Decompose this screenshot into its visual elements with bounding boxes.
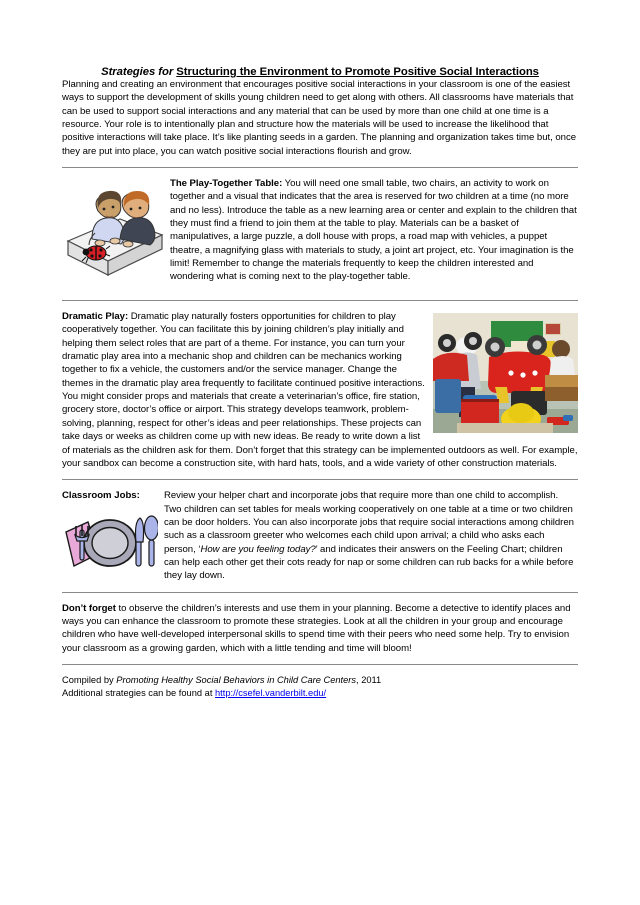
play-together-text [166, 177, 578, 284]
page-title-lead: Strategies for [101, 66, 177, 78]
section-divider-3 [62, 479, 578, 480]
play-together-body: You will need one small table, two chairs, an activity to work on together and a visual that indicates that the area is reserved for two children at a time (no more and no less). Introduce the table as a new learning area or center and explain to the children that they must find a friend to join them at the table to play. Materials can be a basket of manipulatives, a large puzzle, a doll house with props, a road map with vehicles, a puppet theatre, a magnifying glass with materials to study, a joint art project, etc. Your imagination is the limit! Remember to change the materials frequently to keep the children interested and wondering what is coming next to the play-together table. [170, 178, 577, 283]
closing-paragraph [62, 602, 578, 655]
footer-additional-prefix: Additional strategies can be found at [62, 688, 215, 699]
classroom-jobs-heading: Classroom Jobs: [62, 490, 140, 502]
page-title-main: Structuring the Environment to Promote Positive Social Interactions [176, 66, 539, 78]
section-dramatic-play [62, 310, 578, 470]
section-classroom-jobs [62, 489, 578, 582]
classroom-jobs-paragraph [164, 489, 578, 582]
footer-compiled-prefix: Compiled by [62, 674, 117, 685]
dramatic-play-figure [433, 313, 578, 433]
footer-compiled-suffix: , 2011 [356, 674, 382, 685]
section-divider-1 [62, 167, 578, 168]
closing-lead: Don’t forget [62, 602, 116, 614]
spoon-icon [145, 516, 159, 566]
document-page [0, 66, 640, 905]
knife-icon [136, 518, 144, 566]
csefel-website-link[interactable]: http://csefel.vanderbilt.edu/ [215, 688, 327, 699]
table-place-setting-illustration [62, 506, 158, 580]
section-play-together-table [62, 177, 578, 291]
dramatic-play-heading: Dramatic Play: [62, 311, 129, 323]
classroom-jobs-body-part1: Review your helper chart and incorporate jobs that require more than one child to accomplish. Two children can set tables for meals working cooperatively on one table at a time or two children can be door holders. You can also incorporate jobs that require social interactions among children such as a classroom greeter who welcomes each child upon arrival; a child who asks each person, ‘ [164, 490, 574, 555]
dramatic-play-body: Dramatic play naturally fosters opportunities for children to play cooperatively together. You can facilitate this by joining children’s play initially and helping them select roles that are part of a theme. For instance, you can turn your dramatic play area into a mechanic shop and children can be mechanics working together to fix a vehicle, the customers and/or the service manager. Change the themes in the dramatic play area frequently to facilitate continued positive interactions. You might consider props and materials that create a veterinarian’s office, fire station, grocery store, doctor’s office or airport. This strategy develops teamwork, problem-solving, planning, respect for other’s ideas and peer relationships. These projects can take days or weeks as children come up with new ideas. Be ready to write down a list of materials as the children ask for them. Don’t forget that this strategy can be implemented outdoors as well. For example, your sandbox can become a construction site, with hard hats, tools, and a wide variety of other construction materials. [62, 311, 578, 469]
play-together-paragraph [170, 177, 578, 284]
footer-source-title: Promoting Healthy Social Behaviors in Child Care Centers [116, 674, 357, 685]
page-title [62, 66, 578, 78]
play-together-figure [62, 177, 166, 291]
section-divider-2 [62, 300, 578, 301]
footer [62, 674, 578, 700]
classroom-jobs-text [162, 489, 578, 582]
children-playing-mechanic-shop-photo [433, 313, 578, 433]
section-divider-5 [62, 664, 578, 665]
play-together-heading: The Play-Together Table: [170, 178, 283, 190]
closing-body: to observe the children’s interests and use them in your planning. Become a detective to identify places and ways you can enhance the classroom to promote these strategies. Look at all the children in your group and encourage children who have well-developed interpersonal skills to spend time with their peers who need some help. Try to envision your classroom as a growing garden, which with a little tending and time will bloom! [62, 602, 571, 654]
classroom-jobs-left-column [62, 489, 162, 579]
footer-link-line [62, 687, 578, 700]
classroom-jobs-body-italic: How are you feeling today? [200, 543, 316, 555]
section-divider-4 [62, 592, 578, 593]
intro-paragraph: Planning and creating an environment that encourages positive social interactions in your classroom is one of the easiest ways to support the development of skills young children need to get along with others. All classrooms have materials that can be used to support social interactions and any material that can be used by more than one child at one time is a resource. Your role is to intentionally plan and structure how the materials will be used to increase the likelihood that positive interactions will take place. It’s like planting seeds in a garden. The planning and organization takes time but, once they are put into place, you can watch positive social interactions flourish and grow. [62, 79, 577, 157]
classroom-jobs-body-part2: ’ and indicates their answers on the Feeling Chart; children can help each other get their cots ready for nap or some children can rub backs for a while before they lay down. [164, 543, 574, 582]
two-children-at-table-illustration [62, 183, 166, 291]
footer-compiled-line [62, 674, 578, 687]
section-closing [62, 602, 578, 655]
